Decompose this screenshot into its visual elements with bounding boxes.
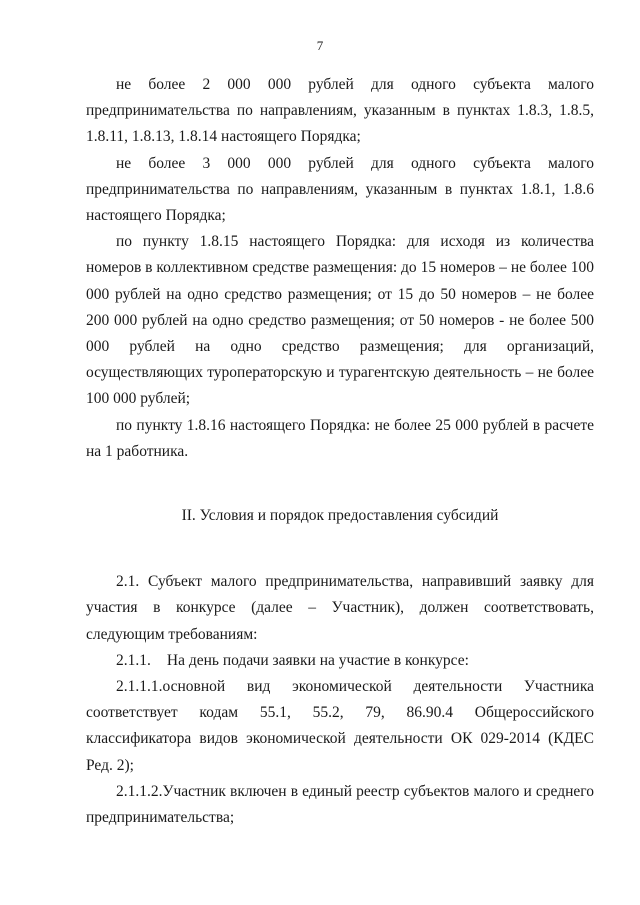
paragraph-2-1: 2.1. Субъект малого предпринимательства, направивший заявку для участия в конкурсе (далее – Участник), должен соответствовать, следующим требованиям: xyxy=(86,573,594,643)
paragraph-limit-2m: не более 2 000 000 рублей для одного субъекта малого предпринимательства по направлениям, указанным в пунктах 1.8.3, 1.8.5, 1.8.11, 1.8.13, 1.8.14 настоящего Порядка; xyxy=(86,76,594,146)
paragraph-2-1-1-1: 2.1.1.1.основной вид экономической деятельности Участника соответствует кодам 55.1, 55.2, 79, 86.90.4 Общероссийского классификатора видов экономической деятельности ОК 029-2014 (КДЕС Ред. 2); xyxy=(86,678,594,774)
section-heading: II. Условия и порядок предоставления субсидий xyxy=(181,507,499,525)
clause-number: 2.1.1. xyxy=(116,651,151,669)
paragraph-item-1-8-16: по пункту 1.8.16 настоящего Порядка: не более 25 000 рублей в расчете на 1 работника. xyxy=(86,416,594,460)
document-body xyxy=(86,72,594,831)
paragraph-item-1-8-15: по пункту 1.8.15 настоящего Порядка: для исходя из количества номеров в коллективном средстве размещения: до 15 номеров – не более 100 000 рублей на одно средство размещения; от 15 до 50 номеров – не более 200 000 рублей на одно средство размещения; от 50 номеров - не более 500 000 рублей на одно средство размещения; для организаций, осуществляющих туроператорскую и турагентскую деятельность – не более 100 000 рублей; xyxy=(86,233,594,408)
paragraph-limit-3m: не более 3 000 000 рублей для одного субъекта малого предпринимательства по направлениям, указанным в пунктах 1.8.1, 1.8.6 настоящего Порядка; xyxy=(86,154,594,225)
paragraph-2-1-1-2: 2.1.1.2.Участник включен в единый реестр субъектов малого и среднего предпринимательства; xyxy=(86,782,594,827)
clause-text: На день подачи заявки на участие в конкурсе: xyxy=(166,651,469,669)
paragraph-2-1-1 xyxy=(86,648,594,674)
page-number: 7 xyxy=(316,38,324,53)
